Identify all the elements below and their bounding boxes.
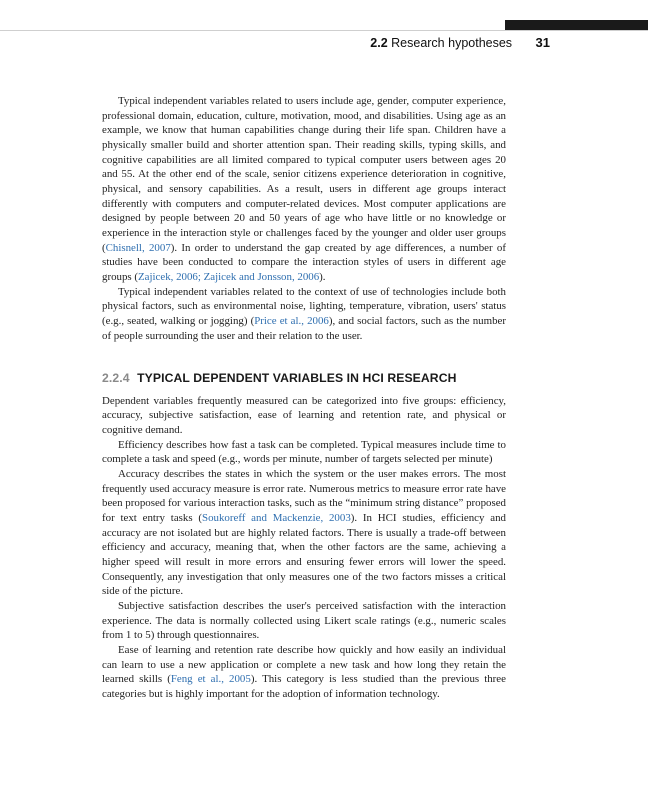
header-accent-bar: [505, 20, 648, 30]
paragraph-text: Typical independent variables related to users include age, gender, computer experience, professional domain, education, culture, motivation, mood, and disabilities. Using age as an example, we know that human capabilities change during their life span. Children have a physically smaller build and shorter attention span. Their reading skills, typing skills, and cognitive capabilities are all limited compared to typical computer users between ages 20 and 55. At the other end of the scale, senior citizens experience deterioration in cognitive, physical, and sensory capabilities. As a result, users in different age groups interact differently with computers and computer-related devices. Most computer applications are designed by people between 20 and 50 years of age who have little or no knowledge or experience in the interaction style or challenges faced by the younger and older user groups (: [102, 95, 506, 254]
paragraph-independent-variables-users: [102, 94, 506, 285]
page-number: 31: [535, 35, 550, 50]
section-heading-title: TYPICAL DEPENDENT VARIABLES IN HCI RESEARCH: [137, 371, 457, 386]
paragraph-text: Typical independent variables related to the context of use of technologies include both physical factors, such as environmental noise, lighting, temperature, vibration, users' status (e.g., seated, walking or jogging) (: [102, 285, 506, 327]
citation-soukoreff-2003[interactable]: Soukoreff and Mackenzie, 2003: [202, 512, 351, 525]
running-head: [300, 35, 550, 50]
paragraph-text: ).: [319, 270, 326, 283]
paragraph-text: ). In order to understand the gap created by age differences, a number of studies have been conducted to compare the interaction styles of users in different age groups (: [102, 241, 506, 283]
paragraph-text: ). In HCI studies, efficiency and accuracy are not isolated but are highly related factors. There is usually a trade-off between efficiency and accuracy, meaning that, when the other factors are the same, achieving a higher speed will result in more errors and ensuring fewer errors will lower the speed. Consequently, any investigation that only measures one of the two factors misses a critical side of the picture.: [102, 512, 506, 598]
running-head-section-title: Research hypotheses: [391, 36, 513, 50]
paragraph-text: Accuracy describes the states in which the system or the user makes errors. The most frequently used accuracy measure is error rate. Numerous metrics to measure error rate have been proposed for various interaction tasks, such as the “minimum string distance” proposed for text entry tasks (: [102, 468, 506, 525]
page-body: [102, 94, 506, 702]
running-head-section-number: 2.2: [370, 36, 388, 50]
citation-feng-2005[interactable]: Feng et al., 2005: [170, 673, 251, 686]
paragraph-efficiency: Efficiency describes how fast a task can be completed. Typical measures include time to complete a task and speed (e.g., words per minute, number of targets selected per minute): [102, 438, 506, 466]
header-rule: [0, 30, 648, 31]
section-heading-number: 2.2.4: [102, 371, 130, 386]
paragraph-subjective-satisfaction: Subjective satisfaction describes the user's perceived satisfaction with the interaction experience. The data is normally collected using Likert scale ratings (e.g., numeric scales from 1 to 5) through questionnaires.: [102, 600, 506, 642]
paragraph-text: ). This category is less studied than the previous three categories but is highly important for the adoption of information technology.: [102, 673, 506, 700]
paragraph-dependent-variables-intro: Dependent variables frequently measured can be categorized into five groups: efficiency, accuracy, subjective satisfaction, ease of learning and retention rate, and physical or cognitive demand.: [102, 394, 506, 437]
paragraph-ease-of-learning: [102, 643, 506, 702]
paragraph-text: ), and social factors, such as the number of people surrounding the user and their relation to the user.: [102, 314, 507, 342]
paragraph-text: Ease of learning and retention rate describe how quickly and how easily an individual can learn to use a new application or complete a new task and how long they retain the learned skills (: [102, 643, 506, 686]
citation-zajicek-2006[interactable]: Zajicek, 2006; Zajicek and Jonsson, 2006: [138, 270, 320, 283]
citation-chisnell-2007[interactable]: Chisnell, 2007: [105, 241, 171, 254]
paragraph-accuracy: [102, 467, 506, 599]
section-heading-dependent-variables: [102, 371, 506, 386]
paragraph-independent-variables-context: [102, 285, 506, 344]
citation-price-2006[interactable]: Price et al., 2006: [254, 314, 329, 327]
